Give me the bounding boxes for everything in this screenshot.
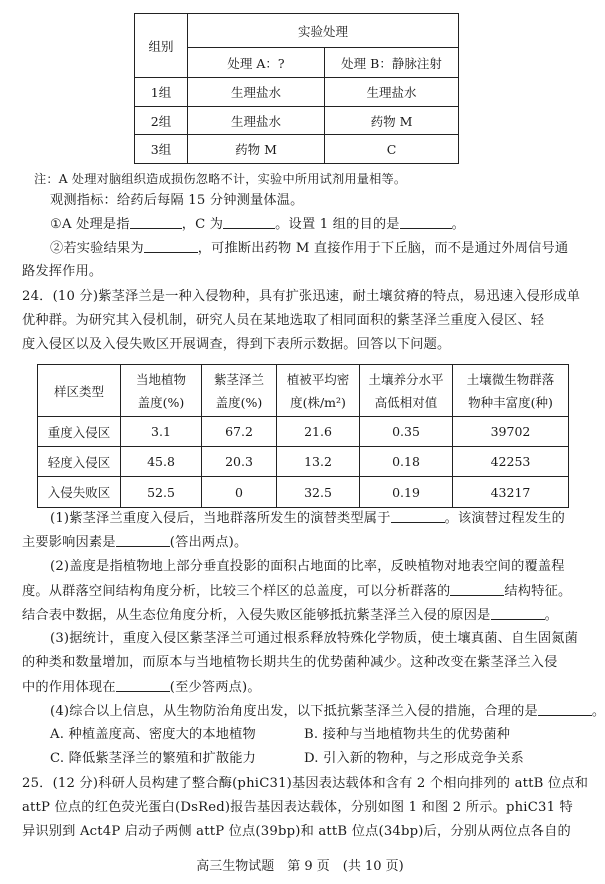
text: 。 (544, 608, 558, 623)
answer-blank[interactable] (491, 606, 545, 620)
cell: 生理盐水 (188, 107, 325, 135)
text: 。该演替过程发生的 (444, 511, 566, 526)
text: (1)紫茎泽兰重度入侵后，当地群落所发生的演替类型属于 (50, 511, 391, 526)
table-row (135, 135, 459, 164)
header-treatment-a: 处理 A：? (188, 48, 325, 78)
page-footer: 高三生物试题 第 9 页 (共 10 页) (196, 859, 404, 874)
cell: 32.5 (277, 477, 360, 508)
cell: 3组 (135, 135, 188, 164)
cell: 0.19 (360, 477, 453, 508)
header-cell (121, 365, 202, 417)
text: ，C 为 (181, 217, 224, 232)
q24-part1-cont (22, 533, 247, 552)
header-line: 度(株/m²) (290, 395, 346, 410)
text: 。 (451, 217, 466, 232)
header-line: 紫茎泽兰 (213, 372, 264, 387)
cell: 52.5 (121, 477, 202, 508)
header-group: 组别 (135, 14, 188, 78)
text: (至少答两点)。 (169, 680, 261, 695)
text: 中的作用体现在 (22, 680, 116, 695)
table-header-row (38, 365, 569, 417)
table-row (135, 78, 459, 107)
observation-index: 观测指标：给药后每隔 15 分钟测量体温。 (50, 193, 304, 208)
cell: 21.6 (277, 417, 360, 447)
treatment-table (134, 13, 459, 164)
cell: 0.35 (360, 417, 453, 447)
answer-blank[interactable] (116, 678, 170, 692)
text: 结构特征。 (504, 584, 572, 599)
q24-part4 (50, 702, 605, 721)
cell: 13.2 (277, 447, 360, 477)
q24-part1 (50, 509, 565, 528)
cell: 0.18 (360, 447, 453, 477)
table-row (38, 477, 569, 508)
text: 。 (591, 704, 605, 719)
text: 度。从群落空间结构角度分析，比较三个样区的总盖度，可以分析群落的 (22, 584, 451, 599)
header-cell (453, 365, 569, 417)
text: 。设置 1 组的目的是 (275, 217, 400, 232)
answer-blank[interactable] (538, 702, 592, 716)
header-line: 样区类型 (53, 383, 104, 399)
cell: 入侵失败区 (38, 477, 121, 508)
answer-blank[interactable] (450, 582, 504, 596)
text: 结合表中数据，从生态位角度分析，入侵失败区能够抵抗紫茎泽兰入侵的原因是 (22, 608, 491, 623)
text: (答出两点)。 (169, 535, 248, 550)
option-c[interactable]: C. 降低紫茎泽兰的繁殖和扩散能力 (50, 751, 257, 766)
answer-blank[interactable] (223, 215, 275, 229)
cell: 42253 (453, 447, 569, 477)
option-b[interactable]: B. 接种与当地植物共生的优势菌种 (304, 727, 511, 742)
header-treatment-b: 处理 B：静脉注射 (325, 48, 459, 78)
header-line: 土壤养分水平 (368, 372, 444, 387)
header-cell (360, 365, 453, 417)
header-line: 物种丰富度(种) (468, 395, 553, 410)
cell: 轻度入侵区 (38, 447, 121, 477)
q25-line1: 25．(12 分)科研人员构建了整合酶(phiC31)基因表达载体和含有 2 个相向排列的 attB 位点和 (22, 776, 589, 791)
q23-part1 (50, 215, 465, 234)
cell: 20.3 (202, 447, 277, 477)
q24-part2-line3 (22, 606, 558, 625)
q24-part3-line1: (3)据统计，重度入侵区紫茎泽兰可通过根系释放特殊化学物质，使土壤真菌、自生固氮菌 (50, 631, 579, 646)
table-row (135, 107, 459, 135)
q24-intro-line3: 度入侵区以及入侵失败区开展调查，得到下表所示数据。回答以下问题。 (22, 337, 451, 352)
cell: 3.1 (121, 417, 202, 447)
answer-blank[interactable] (144, 239, 198, 253)
q25-line2: attP 位点的红色荧光蛋白(DsRed)报告基因表达载体，分别如图 1 和图 2 所示。phiC31 特 (22, 800, 573, 815)
header-line: 盖度(%) (137, 395, 185, 410)
table-row (38, 417, 569, 447)
text: 主要影响因素是 (22, 535, 116, 550)
cell: 药物 M (188, 135, 325, 164)
q24-part2-line2 (22, 582, 571, 601)
answer-blank[interactable] (130, 215, 182, 229)
cell: 0 (202, 477, 277, 508)
cell: 45.8 (121, 447, 202, 477)
invasion-data-table (37, 364, 569, 508)
q24-intro-line2: 优种群。为研究其入侵机制，研究人员在某地选取了相同面积的紫茎泽兰重度入侵区、轻 (22, 313, 545, 328)
cell: 39702 (453, 417, 569, 447)
header-cell (202, 365, 277, 417)
header-line: 高低相对值 (374, 395, 438, 410)
cell: 43217 (453, 477, 569, 508)
header-line: 盖度(%) (215, 395, 263, 410)
q24-part2-line1: (2)盖度是指植物地上部分垂直投影的面积占地面的比率，反映植物对地表空间的覆盖程 (50, 559, 565, 574)
note: 注：A 处理对脑组织造成损伤忽略不计，实验中所用试剂用量相等。 (34, 172, 407, 186)
header-cell (38, 365, 121, 417)
q24-part3-line2: 的种类和数量增加，而原本与当地植物长期共生的优势菌种减少。这种改变在紫茎泽兰入侵 (22, 655, 558, 670)
header-treatment: 实验处理 (188, 14, 459, 48)
cell: C (325, 135, 459, 164)
header-line: 植被平均密 (286, 372, 350, 387)
option-a[interactable]: A. 种植盖度高、密度大的本地植物 (50, 727, 256, 742)
cell: 重度入侵区 (38, 417, 121, 447)
option-d[interactable]: D. 引入新的物种，与之形成竞争关系 (304, 751, 524, 766)
table-row (38, 447, 569, 477)
q24-intro-line1: 24．(10 分)紫茎泽兰是一种入侵物种，具有扩张迅速，耐土壤贫瘠的特点，易迅速入侵形成单 (22, 289, 581, 304)
answer-blank[interactable] (400, 215, 452, 229)
header-line: 土壤微生物群落 (466, 372, 555, 387)
cell: 生理盐水 (325, 78, 459, 107)
text: ①A 处理是指 (50, 217, 130, 232)
q23-part2 (50, 239, 568, 258)
cell: 生理盐水 (188, 78, 325, 107)
cell: 67.2 (202, 417, 277, 447)
cell: 药物 M (325, 107, 459, 135)
text: ，可推断出药物 M 直接作用于下丘脑，而不是通过外周信号通 (197, 241, 569, 256)
cell: 1组 (135, 78, 188, 107)
q24-part3-line3 (22, 678, 261, 697)
header-line: 当地植物 (135, 372, 186, 387)
answer-blank[interactable] (116, 533, 170, 547)
text: ②若实验结果为 (50, 241, 144, 256)
q23-part2-cont: 路发挥作用。 (22, 264, 103, 279)
q25-line3: 异识别到 Act4P 启动子两侧 attP 位点(39bp)和 attB 位点(34bp)后，分别从两位点各自的 (22, 824, 571, 839)
cell: 2组 (135, 107, 188, 135)
answer-blank[interactable] (391, 509, 445, 523)
text: (4)综合以上信息，从生物防治角度出发，以下抵抗紫茎泽兰入侵的措施，合理的是 (50, 704, 538, 719)
header-cell (277, 365, 360, 417)
